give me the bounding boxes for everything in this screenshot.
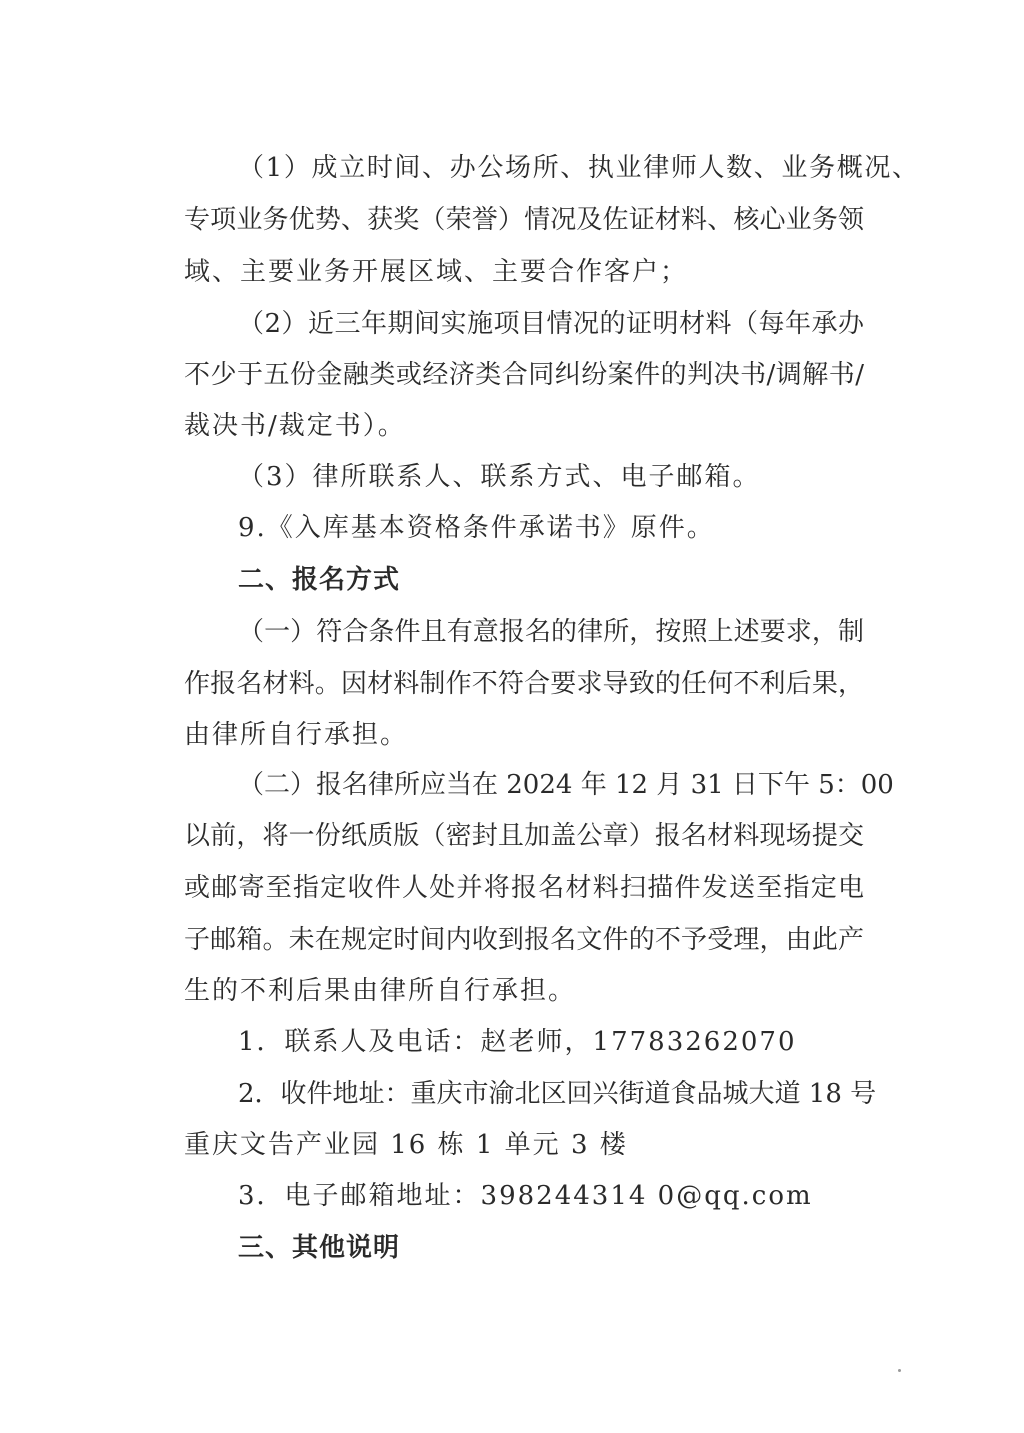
paragraph-item-1-line-2: 专项业务优势、获奖（荣誉）情况及佐证材料、核心业务领: [184, 205, 864, 235]
paragraph-item-2-line-3: 裁决书/裁定书）。: [184, 411, 406, 441]
paragraph-part2-line-2: 以前，将一份纸质版（密封且加盖公章）报名材料现场提交: [184, 821, 864, 851]
paragraph-item-2-line-2: 不少于五份金融类或经济类合同纠纷案件的判决书/调解书/: [184, 360, 864, 390]
email-address: 3．电子邮箱地址：398244314 0@qq.com: [238, 1181, 813, 1211]
paragraph-part2-line-3: 或邮寄至指定收件人处并将报名材料扫描件发送至指定电: [184, 873, 864, 903]
paragraph-item-9: 9.《入库基本资格条件承诺书》原件。: [238, 513, 715, 543]
mailing-address-line-2: 重庆文告产业园 16 栋 1 单元 3 楼: [184, 1130, 628, 1160]
scan-speck: [898, 1369, 901, 1372]
contact-person: 1．联系人及电话：赵老师，17783262070: [238, 1027, 797, 1057]
paragraph-item-1-line-3: 域、主要业务开展区域、主要合作客户；: [184, 257, 689, 287]
paragraph-part1-line-2: 作报名材料。因材料制作不符合要求导致的任何不利后果，: [184, 669, 864, 699]
mailing-address-line-1: 2．收件地址：重庆市渝北区回兴街道食品城大道 18 号: [238, 1079, 877, 1109]
section-heading-registration: 二、报名方式: [238, 565, 401, 595]
section-heading-other: 三、其他说明: [238, 1233, 401, 1263]
paragraph-part1-line-3: 由律所自行承担。: [184, 720, 409, 750]
paragraph-item-1-line-1: （1）成立时间、办公场所、执业律师人数、业务概况、: [238, 153, 918, 183]
paragraph-part2-line-1: （二）报名律所应当在 2024 年 12 月 31 日下午 5：00: [238, 770, 894, 800]
paragraph-part2-line-5: 生的不利后果由律所自行承担。: [184, 976, 577, 1006]
paragraph-item-2-line-1: （2）近三年期间实施项目情况的证明材料（每年承办: [238, 309, 864, 339]
paragraph-part2-line-4: 子邮箱。未在规定时间内收到报名文件的不予受理，由此产: [184, 925, 864, 955]
paragraph-item-3: （3）律所联系人、联系方式、电子邮箱。: [238, 462, 761, 492]
paragraph-part1-line-1: （一）符合条件且有意报名的律所，按照上述要求，制: [238, 617, 864, 647]
